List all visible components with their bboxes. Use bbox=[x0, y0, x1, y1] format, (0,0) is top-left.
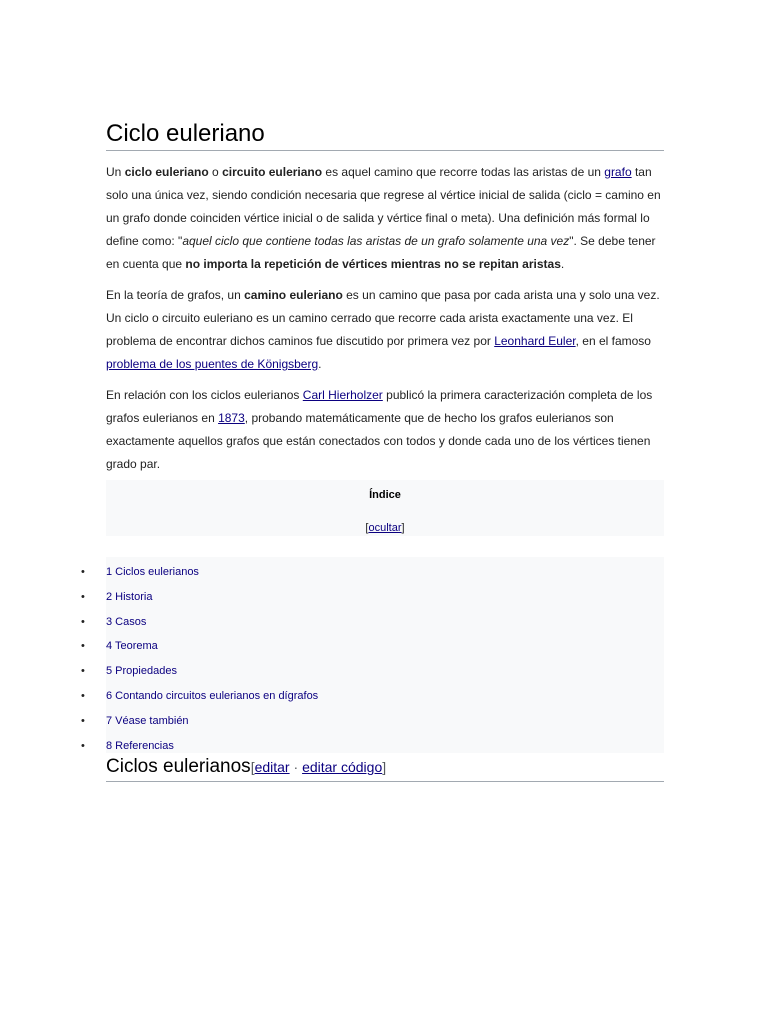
intro-paragraph-2 bbox=[106, 284, 664, 376]
toc-link-propiedades[interactable]: 5 Propiedades bbox=[106, 665, 177, 678]
toc-link-ciclos-eulerianos[interactable]: 1 Ciclos eulerianos bbox=[106, 566, 199, 578]
section-heading-ciclos-eulerianos bbox=[106, 754, 664, 782]
edit-code-link[interactable]: editar código bbox=[302, 759, 383, 775]
link-grafo[interactable]: grafo bbox=[604, 165, 632, 179]
toc-item bbox=[0, 564, 664, 589]
toc-link-referencias[interactable]: 8 Referencias bbox=[106, 739, 174, 752]
toc-item bbox=[0, 713, 664, 738]
link-1873[interactable]: 1873 bbox=[218, 411, 245, 425]
italic-definition: aquel ciclo que contiene todas las aristas de un grafo solamente una vez bbox=[182, 234, 570, 248]
toc-list-container bbox=[81, 557, 664, 753]
bold-term-camino-euleriano: camino euleriano bbox=[244, 288, 343, 302]
link-carl-hierholzer[interactable]: Carl Hierholzer bbox=[302, 388, 383, 402]
text-run: . bbox=[318, 357, 322, 371]
toc-item bbox=[0, 589, 664, 614]
bracket: ] bbox=[382, 759, 387, 775]
bullet-icon: • bbox=[81, 566, 85, 578]
toc-item bbox=[0, 688, 664, 713]
link-leonhard-euler[interactable]: Leonhard Euler bbox=[494, 334, 576, 348]
text-run: o bbox=[208, 165, 223, 179]
toc-link-historia[interactable]: 2 Historia bbox=[106, 590, 153, 603]
bold-note: no importa la repetición de vértices mientras no se repitan aristas bbox=[185, 257, 561, 271]
bullet-icon: • bbox=[81, 615, 85, 628]
text-run: En relación con los ciclos eulerianos bbox=[106, 388, 303, 402]
bullet-icon: • bbox=[81, 590, 85, 603]
text-run: es un camino que pasa por cada arista una y solo una vez. Un ciclo o circuito euleriano es un camino cerrado que recorre cada arista exactamente una vez. El problema de encontrar dichos caminos fue discutido por primera vez por bbox=[106, 288, 660, 348]
bracket: [ bbox=[365, 522, 369, 534]
bracket: ] bbox=[401, 522, 405, 534]
toc-link-contando-circuitos[interactable]: 6 Contando circuitos eulerianos en dígrafos bbox=[106, 689, 319, 702]
text-run: . bbox=[560, 257, 565, 271]
intro-paragraph-1 bbox=[106, 161, 664, 276]
section-title: Ciclos eulerianos bbox=[106, 756, 251, 777]
toc-item bbox=[0, 614, 664, 639]
separator: · bbox=[289, 759, 303, 775]
bracket: [ bbox=[250, 759, 255, 775]
bullet-icon: • bbox=[81, 665, 85, 678]
edit-link[interactable]: editar bbox=[254, 759, 290, 775]
toc-hide-link[interactable]: ocultar bbox=[368, 522, 402, 534]
toc-link-vease-tambien[interactable]: 7 Véase también bbox=[106, 714, 189, 727]
toc-item bbox=[0, 663, 664, 688]
toc-header bbox=[106, 480, 664, 536]
toc-item bbox=[0, 638, 664, 663]
text-run: , probando matemáticamente que de hecho los grafos eulerianos son exactamente aquellos grafos que están conectados con todos y donde cada uno de los vértices tienen grado par. bbox=[106, 411, 651, 471]
toc-title: Índice bbox=[369, 489, 401, 501]
page-title: Ciclo euleriano bbox=[106, 118, 664, 151]
article-content bbox=[106, 118, 664, 536]
bold-term-ciclo-euleriano: ciclo euleriano bbox=[124, 165, 209, 179]
text-run: ". Se debe tener en cuenta que bbox=[106, 234, 656, 271]
bullet-icon: • bbox=[81, 640, 85, 653]
text-run: publicó la primera caracterización completa de los grafos eulerianos en bbox=[106, 388, 653, 425]
bullet-icon: • bbox=[81, 689, 85, 702]
text-run: En la teoría de grafos, un bbox=[106, 288, 245, 302]
toc-link-casos[interactable]: 3 Casos bbox=[106, 615, 147, 628]
bullet-icon: • bbox=[81, 714, 85, 727]
bold-term-circuito-euleriano: circuito euleriano bbox=[222, 165, 323, 179]
text-run: es aquel camino que recorre todas las aristas de un bbox=[322, 165, 605, 179]
toc-list bbox=[0, 564, 664, 762]
edit-section-links bbox=[251, 759, 386, 775]
intro-paragraph-3 bbox=[106, 384, 664, 476]
toc-toggle bbox=[106, 522, 664, 534]
text-run: tan solo una única vez, siendo condición necesaria que regrese al vértice inicial de salida (ciclo = camino en un grafo donde coinciden vértice inicial o de salida y vértice final o meta). Una definición más formal lo define como: " bbox=[106, 165, 661, 248]
bullet-icon: • bbox=[81, 739, 85, 752]
toc-link-teorema[interactable]: 4 Teorema bbox=[106, 640, 158, 653]
link-puentes-konigsberg[interactable]: problema de los puentes de Königsberg bbox=[106, 357, 319, 371]
text-run: Un bbox=[106, 165, 125, 179]
text-run: , en el famoso bbox=[575, 334, 651, 348]
